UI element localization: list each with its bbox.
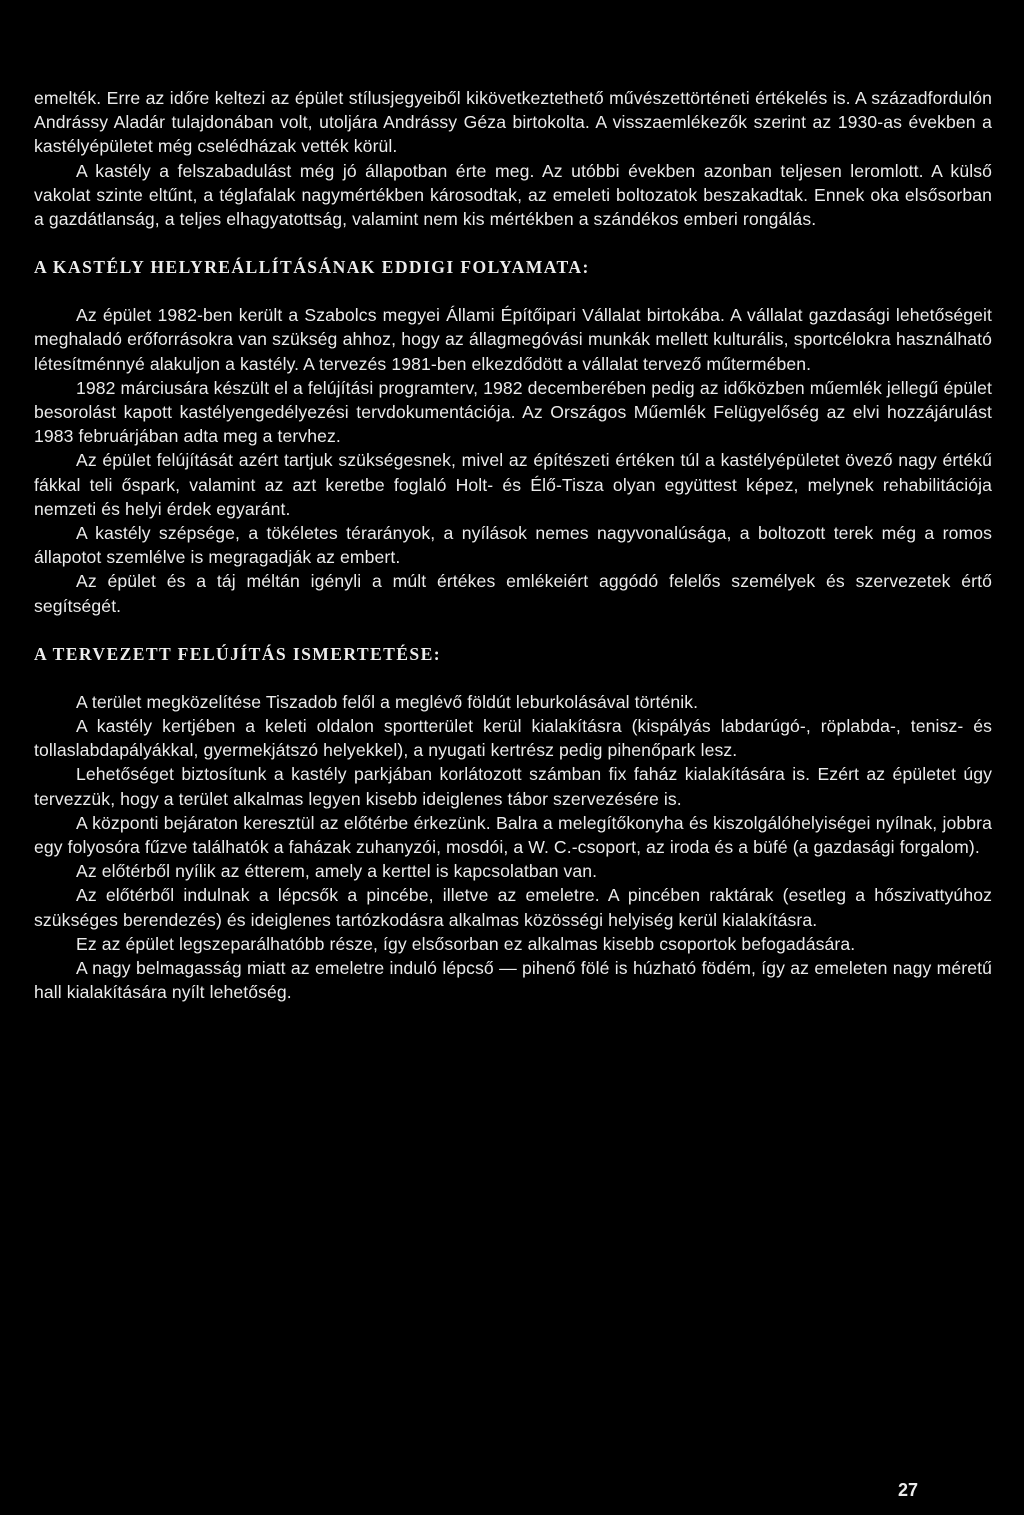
body-paragraph: A kastély a felszabadulást még jó állapotban érte meg. Az utóbbi években azonban teljesen leromlott. A külső vakolat szinte eltűnt, a téglafalak nagymértékben károsodtak, az emeleti boltozatok beszakadtak. Ennek oka elsősorban a gazdátlanság, a teljes elhagyatottság, valamint nem kis mértékben a szándékos emberi rongálás.: [34, 160, 992, 230]
body-paragraph: emelték. Erre az időre keltezi az épület stílusjegyeiből kikövetkeztethető művészettörténeti értékelés is. A századfordulón Andrássy Aladár tulajdonában volt, utoljára Andrássy Géza birtokolta. A visszaemlékezők szerint az 1930-as években a kastélyépületet még cselédházak vették körül.: [34, 88, 992, 157]
section-heading: A KASTÉLY HELYREÁLLÍTÁSÁNAK EDDIGI FOLYAMATA:: [34, 257, 590, 278]
document-page: [34, 86, 992, 1005]
body-paragraph: A terület megközelítése Tiszadob felől a meglévő földút leburkolásával történik.: [76, 691, 699, 712]
body-paragraph: Az épület és a táj méltán igényli a múlt értékes emlékeiért aggódó felelős személyek és szervezetek értő segítségét.: [34, 571, 992, 616]
body-paragraph: Az épület felújítását azért tartjuk szükségesnek, mivel az építészeti értéken túl a kastélyépületet övező nagy értékű fákkal teli őspark, valamint az azt keretbe foglaló Holt- és Élő-Tisza olyan együttest képez, melynek rehabilitációja nemzeti és helyi érdek egyaránt.: [34, 450, 992, 519]
body-paragraph: A központi bejáraton keresztül az előtérbe érkezünk. Balra a melegítőkonyha és kiszolgálóhelyiségei nyílnak, jobbra egy folyosóra fűzve találhatók a faházak zuhanyzói, mosdói, a W. C.-csoport, az iroda és a büfé (a gazdasági forgalom).: [34, 812, 992, 858]
body-paragraph: Az épület 1982-ben került a Szabolcs megyei Állami Építőipari Vállalat birtokába. A vállalat gazdasági lehetőségeit meghaladó erőforrásokra van szükség ahhoz, hogy az állagmegóvási munkák mellett kulturális, sportcélokra használható létesítménnyé alakuljon a kastély. A tervezés 1981-ben elkezdődött a vállalat tervező műtermében.: [34, 305, 992, 374]
body-paragraph: A nagy belmagasság miatt az emeletre induló lépcső — pihenő fölé is húzható födém, így az emeleten nagy méretű hall kialakítására nyílt lehetőség.: [34, 958, 992, 1003]
section-heading: A TERVEZETT FELÚJÍTÁS ISMERTETÉSE:: [34, 643, 441, 664]
body-paragraph: A kastély szépsége, a tökéletes térarányok, a nyílások nemes nagyvonalúsága, a boltozott terek még a romos állapotot szemlélve is megragadják az embert.: [34, 523, 992, 568]
body-paragraph: 1982 márciusára készült el a felújítási programterv, 1982 decemberében pedig az időközben műemlék jellegű épület besorolást kapott kastélyengedélyezési tervdokumentációja. Az Országos Műemlék Felügyelőség az elvi hozzájárulást 1983 februárjában adta meg a tervhez.: [34, 377, 992, 447]
page-number: 27: [897, 1480, 918, 1500]
body-paragraph: Az előtérből nyílik az étterem, amely a kerttel is kapcsolatban van.: [76, 861, 598, 882]
body-paragraph: Lehetőséget biztosítunk a kastély parkjában korlátozott számban fix faház kialakítására is. Ezért az épületet úgy tervezzük, hogy a terület alkalmas legyen kisebb ideiglenes tábor szervezésére is.: [34, 764, 992, 809]
body-paragraph: Ez az épület legszeparálhatóbb része, így elsősorban ez alkalmas kisebb csoportok befogadására.: [76, 933, 856, 954]
body-paragraph: A kastély kertjében a keleti oldalon sportterület kerül kialakításra (kispályás labdarúgó-, röplabda-, tenisz- és tollaslabdapályákkal, gyermekjátszó helyekkel), a nyugati kertrész pedig pihenőpark lesz.: [34, 716, 992, 761]
body-paragraph: Az előtérből indulnak a lépcsők a pincébe, illetve az emeletre. A pincében raktárak (esetleg a hőszivattyúhoz szükséges berendezés) és ideiglenes tartózkodásra alkalmas közösségi helyiség kerül kialakításra.: [34, 885, 992, 930]
